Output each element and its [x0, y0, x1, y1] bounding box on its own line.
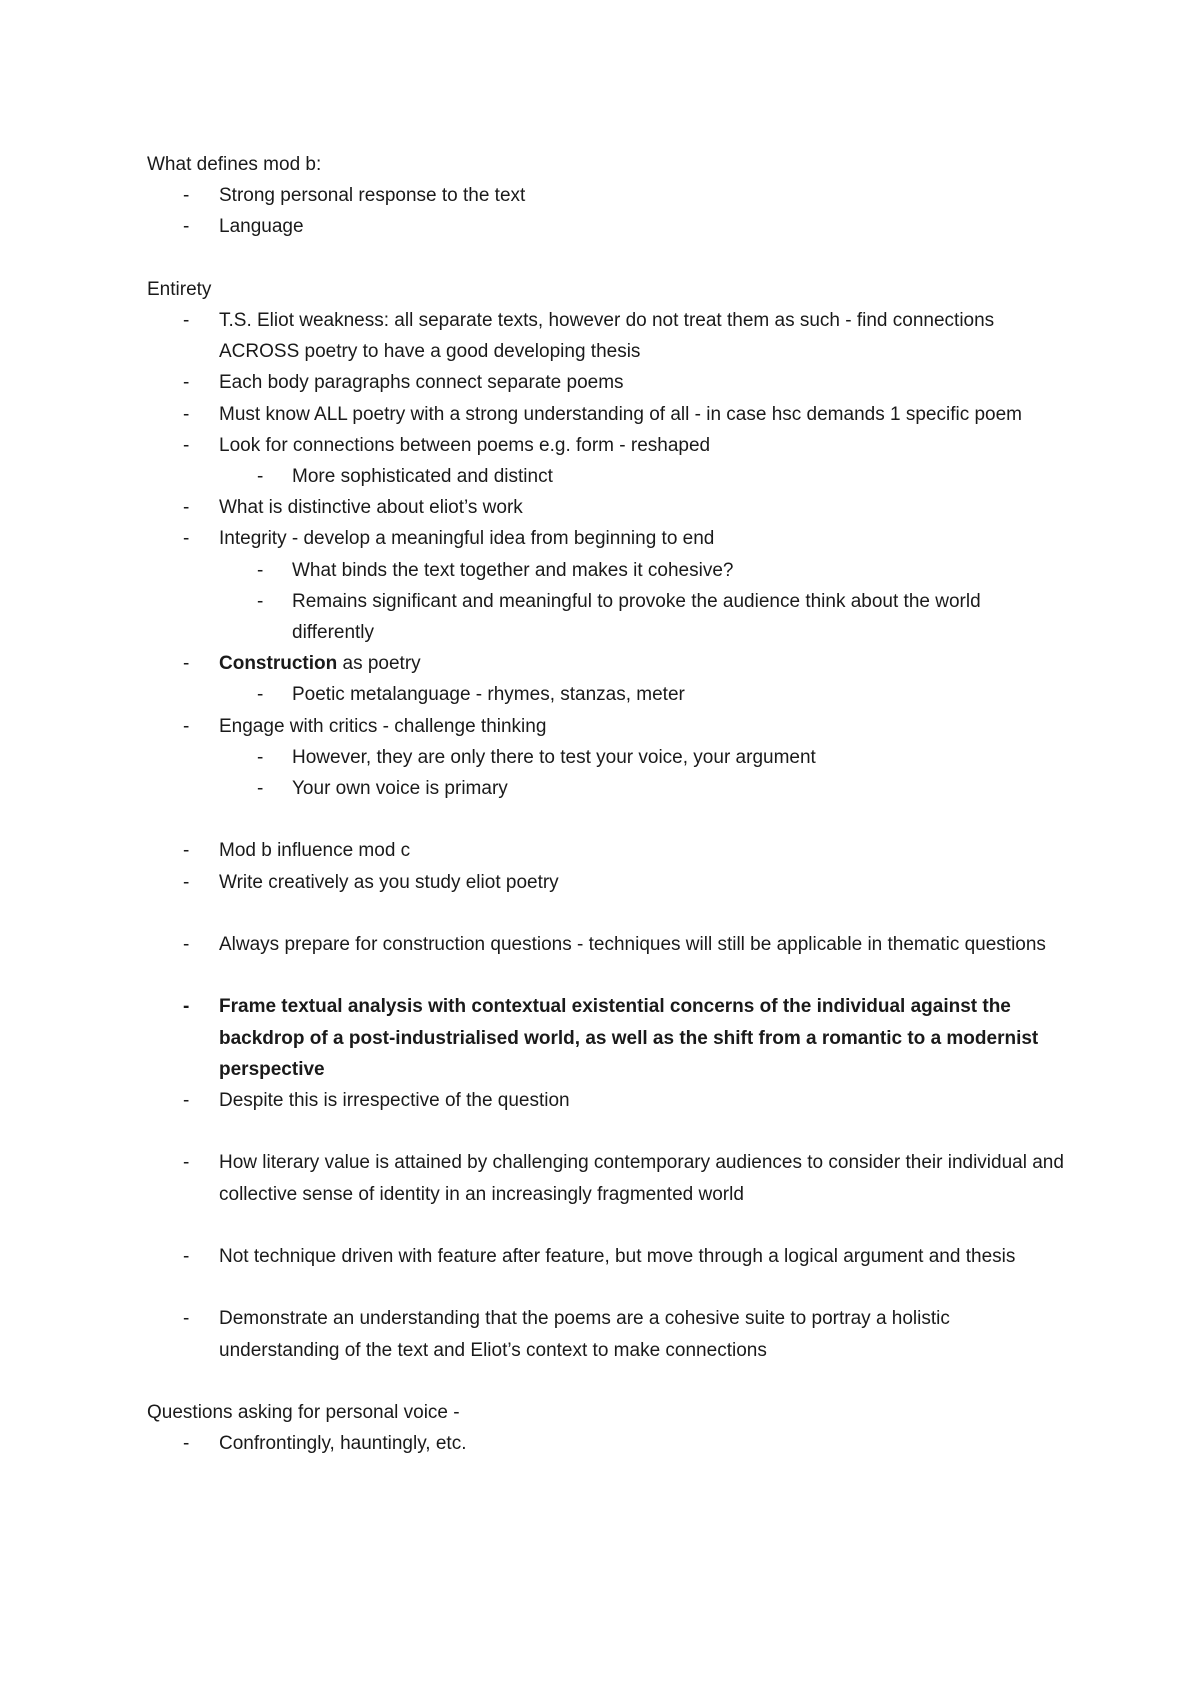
dash-bullet: - [257, 778, 264, 800]
dash-bullet: - [183, 434, 190, 456]
document-body [147, 149, 1067, 1459]
dash-bullet: - [183, 1433, 190, 1455]
list-item [147, 211, 1067, 242]
item-bold-text: Construction [219, 653, 338, 675]
dash-bullet: - [257, 684, 264, 706]
list-item [147, 430, 1067, 461]
dash-bullet: - [257, 559, 264, 581]
dash-bullet: - [183, 403, 190, 425]
list-item [147, 523, 1067, 554]
dash-bullet: - [183, 1308, 190, 1330]
sub-list-item [147, 555, 1067, 586]
dash-bullet: - [183, 185, 190, 207]
list-item [147, 367, 1067, 398]
bullet-list [147, 835, 1067, 897]
blank-line [147, 1210, 1067, 1241]
list-item [147, 648, 1067, 679]
dash-bullet: - [183, 934, 190, 955]
item-text: Frame textual analysis with contextual existential concerns of the individual against the backdrop of a post-industrialised world, as well as the shift from a romantic to a modernist perspective [219, 996, 1039, 1080]
blank-line [147, 960, 1067, 991]
blank-line [147, 243, 1067, 274]
heading-personal-voice: Questions asking for personal voice - [147, 1401, 460, 1423]
item-text: Your own voice is primary [292, 778, 508, 800]
bullet-list [147, 991, 1067, 1116]
bullet-list [147, 305, 1067, 804]
item-text: How literary value is attained by challenging contemporary audiences to consider their individual and collective sense of identity in an increasingly fragmented world [219, 1152, 1064, 1205]
item-text: as poetry [337, 653, 421, 675]
dash-bullet: - [183, 1090, 190, 1111]
dash-bullet: - [183, 497, 190, 519]
item-text: Look for connections between poems e.g. form - reshaped [219, 434, 711, 456]
dash-bullet: - [257, 590, 264, 612]
dash-bullet: - [257, 465, 264, 487]
sub-list-item [147, 461, 1067, 492]
list-item [147, 492, 1067, 523]
list-item [147, 1303, 1067, 1365]
item-text: Confrontingly, hauntingly, etc. [219, 1433, 467, 1455]
list-item [147, 1428, 1067, 1459]
bullet-list [147, 929, 1067, 960]
bullet-list [147, 180, 1067, 242]
blank-line [147, 804, 1067, 835]
list-item [147, 305, 1067, 367]
item-text: Always prepare for construction questions - techniques will still be applicable in thematic questions [219, 934, 1046, 955]
dash-bullet: - [183, 653, 190, 675]
dash-bullet: - [183, 1245, 190, 1267]
dash-bullet: - [183, 871, 190, 893]
list-item [147, 835, 1067, 866]
item-text: Remains significant and meaningful to provoke the audience think about the world differently [292, 590, 981, 643]
list-item [147, 711, 1067, 742]
item-text: Despite this is irrespective of the question [219, 1090, 570, 1111]
sub-list-item [147, 679, 1067, 710]
list-item [147, 929, 1067, 960]
item-text: Must know ALL poetry with a strong understanding of all - in case hsc demands 1 specific poem [219, 403, 1023, 425]
blank-line [147, 1116, 1067, 1147]
sub-list-item [147, 742, 1067, 773]
sub-list-item [147, 586, 1067, 648]
dash-bullet: - [183, 840, 190, 862]
item-text: T.S. Eliot weakness: all separate texts, however do not treat them as such - find connections ACROSS poetry to have a good developing thesis [219, 309, 995, 363]
list-item [147, 1147, 1067, 1209]
blank-line [147, 1366, 1067, 1397]
item-text: Write creatively as you study eliot poetry [219, 871, 559, 893]
item-text: However, they are only there to test your voice, your argument [292, 746, 816, 768]
item-text: Engage with critics - challenge thinking [219, 715, 547, 737]
dash-bullet: - [183, 372, 190, 394]
list-item [147, 867, 1067, 898]
list-item [147, 1241, 1067, 1272]
list-item [147, 180, 1067, 211]
item-text: Each body paragraphs connect separate poems [219, 372, 624, 394]
dash-bullet: - [183, 1152, 190, 1174]
item-text: What binds the text together and makes it cohesive? [292, 559, 734, 581]
bullet-list [147, 1428, 1067, 1459]
dash-bullet: - [183, 996, 190, 1018]
item-text: Mod b influence mod c [219, 840, 411, 862]
list-item [147, 1085, 1067, 1116]
blank-line [147, 898, 1067, 929]
bullet-list [147, 1241, 1067, 1272]
bullet-list [147, 1147, 1067, 1209]
item-text: What is distinctive about eliot’s work [219, 497, 523, 519]
item-text: More sophisticated and distinct [292, 465, 553, 487]
item-text: Language [219, 216, 304, 238]
item-text: Not technique driven with feature after feature, but move through a logical argument and thesis [219, 1245, 1016, 1267]
item-text: Strong personal response to the text [219, 185, 526, 207]
item-text: Integrity - develop a meaningful idea from beginning to end [219, 528, 715, 550]
heading-what-defines-mod-b: What defines mod b: [147, 154, 322, 175]
list-item-bold [147, 991, 1067, 1085]
dash-bullet: - [183, 528, 190, 550]
dash-bullet: - [257, 746, 264, 768]
blank-line [147, 1272, 1067, 1303]
item-text: Demonstrate an understanding that the poems are a cohesive suite to portray a holistic understanding of the text and Eliot’s context to make connections [219, 1308, 950, 1361]
dash-bullet: - [183, 216, 190, 238]
list-item [147, 399, 1067, 430]
dash-bullet: - [183, 309, 190, 331]
item-text: Poetic metalanguage - rhymes, stanzas, meter [292, 684, 685, 706]
heading-entirety: Entirety [147, 278, 212, 300]
sub-list-item [147, 773, 1067, 804]
bullet-list [147, 1303, 1067, 1365]
dash-bullet: - [183, 715, 190, 737]
